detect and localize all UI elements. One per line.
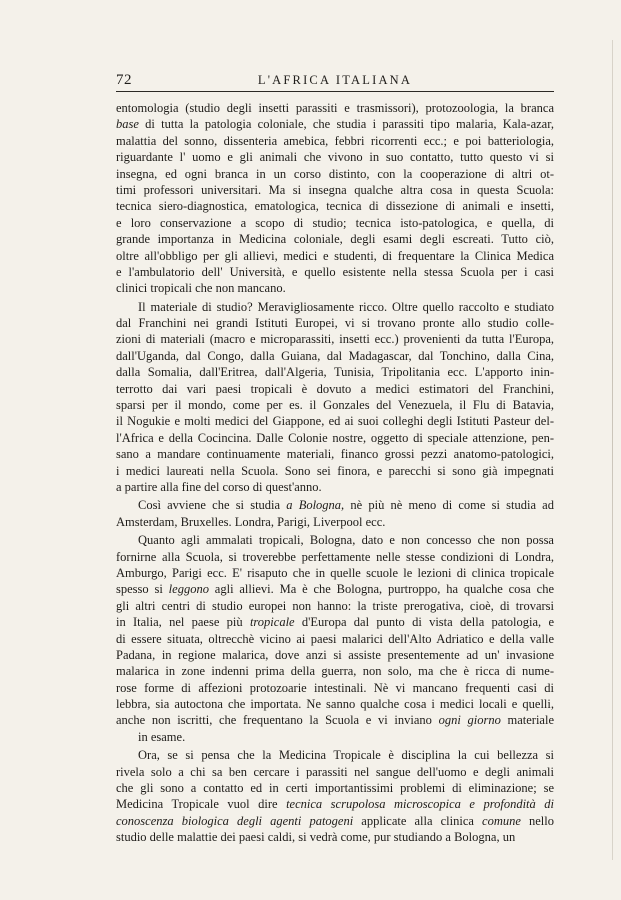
text-run: rose forme di affezioni protozoarie intestinali. Nè vi mancano frequenti casi di bbox=[116, 680, 554, 695]
text-line bbox=[116, 299, 554, 315]
text-run: Ora, se si pensa che la Medicina Tropicale è disciplina la cui bellezza si bbox=[138, 748, 554, 763]
text-run: zioni di materiali (macro e microparassiti, insetti ecc.) provenienti da tutta l'Europa, bbox=[116, 332, 554, 347]
text-line bbox=[116, 581, 554, 597]
text-run: e l'ambulatorio dell' Università, e quello esistente nella stessa Scuola per i casi bbox=[116, 264, 554, 279]
text-line bbox=[116, 747, 554, 763]
text-run: in esame. bbox=[138, 729, 186, 744]
text-line bbox=[116, 497, 554, 513]
text-line bbox=[116, 116, 554, 132]
text-line bbox=[116, 796, 554, 812]
page-edge bbox=[612, 40, 613, 860]
text-line bbox=[116, 780, 554, 796]
italic-text: base bbox=[116, 117, 139, 132]
italic-text: comune bbox=[482, 813, 521, 828]
text-line bbox=[116, 829, 554, 845]
text-line bbox=[116, 479, 554, 495]
running-title: L'AFRICA ITALIANA bbox=[257, 73, 413, 87]
text-line bbox=[116, 364, 554, 380]
text-line bbox=[116, 315, 554, 331]
text-line bbox=[116, 430, 554, 446]
text-run: dal Franchini nei grandi Istituti Europei, vi si trovano pronte allo studio colle- bbox=[116, 316, 554, 331]
text-line bbox=[116, 514, 554, 530]
text-run: agli allievi. Ma è che Bologna, purtroppo, ha qualche cosa che bbox=[208, 582, 554, 597]
text-run: studio delle malattie dei paesi caldi, si vedrà come, pur studiando a Bologna, un bbox=[116, 830, 516, 845]
text-run: dall'Uganda, dal Congo, dalla Guiana, dal Madagascar, dal Tonchino, dalla Cina, bbox=[116, 348, 554, 363]
text-run: nello bbox=[520, 813, 554, 828]
text-run: d'Europa dal punto di vista della patologia, e bbox=[294, 615, 554, 630]
text-line bbox=[116, 463, 554, 479]
text-run: applicate alla clinica bbox=[353, 813, 483, 828]
text-run: entomologia (studio degli insetti parassiti e trasmissori), protozoologia, la branca bbox=[116, 101, 554, 115]
text-run: gli altri centri di studio europei non hanno: la triste prerogativa, cioè, di trovarsi bbox=[116, 598, 554, 613]
italic-text: conoscenza biologica degli agenti patogeni bbox=[116, 813, 354, 828]
text-run: malattia del sonno, dissenteria amebica, febbri ricorrenti ecc.; e poi batteriologia, bbox=[116, 133, 554, 148]
text-run: clinici tropicali che non mancano. bbox=[116, 281, 286, 296]
italic-text: leggono bbox=[168, 582, 209, 597]
text-line bbox=[116, 215, 554, 231]
text-line bbox=[116, 166, 554, 182]
text-line bbox=[116, 549, 554, 565]
text-run: rivela solo a chi sa ben cercare i parassiti nel sangue dell'uomo e degli animali bbox=[116, 764, 554, 779]
text-run: grande importanza in Medicina coloniale, degli esami degli escreati. Tutto ciò, bbox=[116, 232, 554, 247]
text-run: tecnica siero-diagnostica, ematologica, tecnica di dissezione di animali e insetti, bbox=[116, 199, 554, 214]
text-run: Il materiale di studio? Meravigliosamente ricco. Oltre quello raccolto e studiato bbox=[138, 299, 554, 314]
text-line bbox=[116, 614, 554, 630]
text-line bbox=[116, 264, 554, 280]
text-line bbox=[116, 680, 554, 696]
text-line bbox=[116, 663, 554, 679]
text-run: Quanto agli ammalati tropicali, Bologna, dato e non concesso che non possa bbox=[138, 533, 554, 548]
text-line bbox=[116, 712, 554, 728]
text-run: il Nogukie e molti medici del Giappone, ed ai suoi colleghi degli Istituti Pasteur del- bbox=[116, 414, 554, 429]
text-line bbox=[116, 198, 554, 214]
text-run: fornirne alla Scuola, si troverebbe perfettamente nelle stesse condizioni di Londra, bbox=[116, 549, 554, 564]
text-run: riguardante l' uomo e gli animali che vivono in suo contatto, tutto questo vi si bbox=[116, 150, 554, 165]
text-line bbox=[116, 696, 554, 712]
text-line bbox=[116, 813, 554, 829]
text-line bbox=[116, 565, 554, 581]
text-run: Medicina Tropicale vuol dire bbox=[116, 797, 287, 812]
body-text bbox=[116, 100, 554, 846]
text-run: i medici laureati nella Scuola. Sono sei finora, e parecchi si sono già impegnati bbox=[116, 463, 554, 478]
italic-text: tropicale bbox=[249, 615, 295, 630]
running-header bbox=[116, 70, 554, 90]
text-line bbox=[116, 248, 554, 264]
text-run: sano a mandare continuamente materiali, financo grossi pezzi anatomo-patologici, bbox=[116, 447, 554, 462]
text-line bbox=[116, 231, 554, 247]
header-rule bbox=[116, 91, 554, 92]
text-line bbox=[116, 764, 554, 780]
text-line bbox=[116, 280, 554, 296]
text-run: Amburgo, Parigi ecc. E' risaputo che in quelle scuole le lezioni di clinica tropicale bbox=[116, 565, 554, 580]
text-line bbox=[116, 149, 554, 165]
text-run: che gli sono a contatto ed in certi importantissimi problemi di eliminazione; se bbox=[116, 781, 554, 796]
text-run: oltre all'obbligo per gli allievi, medici e studenti, di frequentare la Clinica Medica bbox=[116, 248, 554, 263]
text-line bbox=[116, 348, 554, 364]
text-run: sparsi per il mondo, come per es. il Gonzales del Venezuela, il Flu di Batavia, bbox=[116, 398, 554, 413]
text-line bbox=[116, 598, 554, 614]
text-line bbox=[116, 133, 554, 149]
text-line bbox=[116, 446, 554, 462]
text-line bbox=[116, 631, 554, 647]
text-line bbox=[116, 729, 554, 745]
text-line bbox=[116, 182, 554, 198]
text-run: terrotto dai vari paesi tropicali è dovuto a medici estimatori del Franchini, bbox=[116, 381, 554, 396]
text-run: in Italia, nel paese più bbox=[116, 615, 250, 630]
text-run: materiale bbox=[500, 713, 554, 728]
italic-text: a Bologna, bbox=[286, 498, 345, 513]
text-line bbox=[116, 331, 554, 347]
text-run: l'Africa e della Cocincina. Dalle Colonie nostre, oggetto di speciale attenzione, pen- bbox=[116, 430, 554, 445]
text-run: malarica in zone indenni prima della guerra, non solo, ma che è ricca di nume- bbox=[116, 664, 554, 679]
text-run: Così avviene che si studia bbox=[138, 498, 287, 513]
text-run: Padana, in regione malarica, dove anzi si assiste presentemente ad un' invasione bbox=[116, 647, 554, 662]
italic-text: ogni giorno bbox=[438, 713, 501, 728]
text-line bbox=[116, 381, 554, 397]
text-run: nè più nè meno di come si studia ad bbox=[344, 498, 554, 513]
text-line bbox=[116, 647, 554, 663]
text-run: dalla Somalia, dall'Eritrea, dall'Algeria, Tunisia, Tripolitania ecc. L'apporto inin- bbox=[116, 365, 554, 380]
page-number: 72 bbox=[116, 72, 132, 88]
text-run: timi professori universitari. Ma si insegna qualche altra cosa in questa Scuola: bbox=[116, 182, 554, 197]
text-line bbox=[116, 100, 554, 116]
text-run: anche non iscritti, che frequentano la Scuola e vi inviano bbox=[116, 713, 439, 728]
text-run: spesso si bbox=[116, 582, 169, 597]
text-line bbox=[116, 532, 554, 548]
text-run: e loro conservazione a scopo di studio; tecnica isto-patologica, e quella, di bbox=[116, 215, 554, 230]
text-run: di tutta la patologia coloniale, che studia i parassiti tipo malaria, Kala-azar, bbox=[138, 117, 554, 132]
text-run: insegna, ed ogni branca in un corso distinto, con la cooperazione di altri ot- bbox=[116, 166, 554, 181]
text-line bbox=[116, 413, 554, 429]
text-run: lebbra, sia autoctona che importata. Ne sanno qualche cosa i medici locali e quelli, bbox=[116, 697, 554, 712]
italic-text: tecnica scrupolosa microscopica e profondità di bbox=[286, 797, 554, 812]
text-run: a partire alla fine del corso di quest'anno. bbox=[116, 479, 322, 494]
text-run: di essere situata, oltrecchè vicino ai paesi malarici dell'Alto Adriatico e della valle bbox=[116, 631, 554, 646]
text-run: Amsterdam, Bruxelles. Londra, Parigi, Liverpool ecc. bbox=[116, 514, 386, 529]
text-line bbox=[116, 397, 554, 413]
